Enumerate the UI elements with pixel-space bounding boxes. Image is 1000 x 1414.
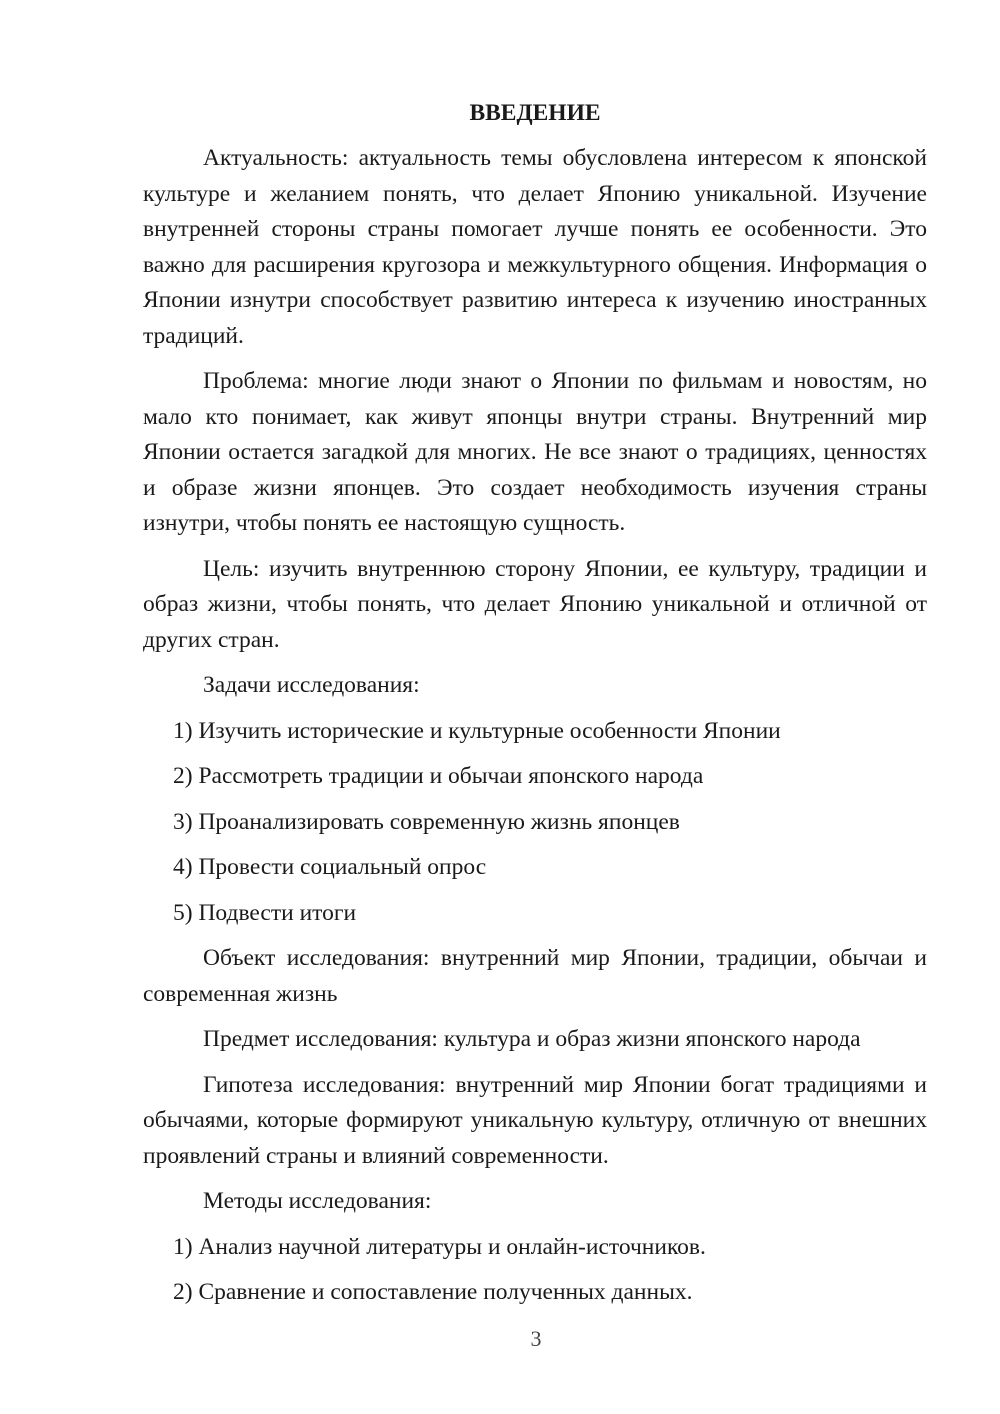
document-page xyxy=(143,96,927,1321)
subject-paragraph: Предмет исследования: культура и образ жизни японского народа xyxy=(203,1026,861,1052)
task-item: 1) Изучить исторические и культурные особенности Японии xyxy=(173,717,781,744)
method-item: 1) Анализ научной литературы и онлайн-источников. xyxy=(173,1233,706,1260)
task-item: 5) Подвести итоги xyxy=(173,899,357,926)
goal-paragraph: Цель: изучить внутреннюю сторону Японии, ее культуру, традиции и образ жизни, чтобы понять, что делает Японию уникальной и отличной от других стран. xyxy=(143,555,927,653)
task-item: 3) Проанализировать современную жизнь японцев xyxy=(173,808,680,835)
hypothesis-paragraph: Гипотеза исследования: внутренний мир Японии богат традициями и обычаями, которые формируют уникальную культуру, отличную от внешних проявлений страны и влияний современности. xyxy=(143,1071,927,1169)
methods-heading: Методы исследования: xyxy=(203,1188,432,1214)
object-paragraph: Объект исследования: внутренний мир Японии, традиции, обычаи и современная жизнь xyxy=(143,945,927,1007)
task-item: 4) Провести социальный опрос xyxy=(173,854,487,880)
task-item: 2) Рассмотреть традиции и обычаи японского народа xyxy=(173,763,704,789)
page-title: ВВЕДЕНИЕ xyxy=(469,100,601,126)
tasks-heading: Задачи исследования: xyxy=(203,672,420,698)
relevance-paragraph: Актуальность: актуальность темы обусловлена интересом к японской культуре и желанием понять, что делает Японию уникальной. Изучение внутренней стороны страны помогает лучше понять ее особенности. Это важно для расширения кругозора и межкультурного общения. Информация о Японии изнутри способствует развитию интереса к изучению иностранных традиций. xyxy=(143,145,927,349)
page-number: 3 xyxy=(530,1326,542,1351)
problem-paragraph: Проблема: многие люди знают о Японии по фильмам и новостям, но мало кто понимает, как живут японцы внутри страны. Внутренний мир Японии остается загадкой для многих. Не все знают о традициях, ценностях и образе жизни японцев. Это создает необходимость изучения страны изнутри, чтобы понять ее настоящую сущность. xyxy=(143,368,927,536)
method-item: 2) Сравнение и сопоставление полученных данных. xyxy=(173,1279,693,1305)
